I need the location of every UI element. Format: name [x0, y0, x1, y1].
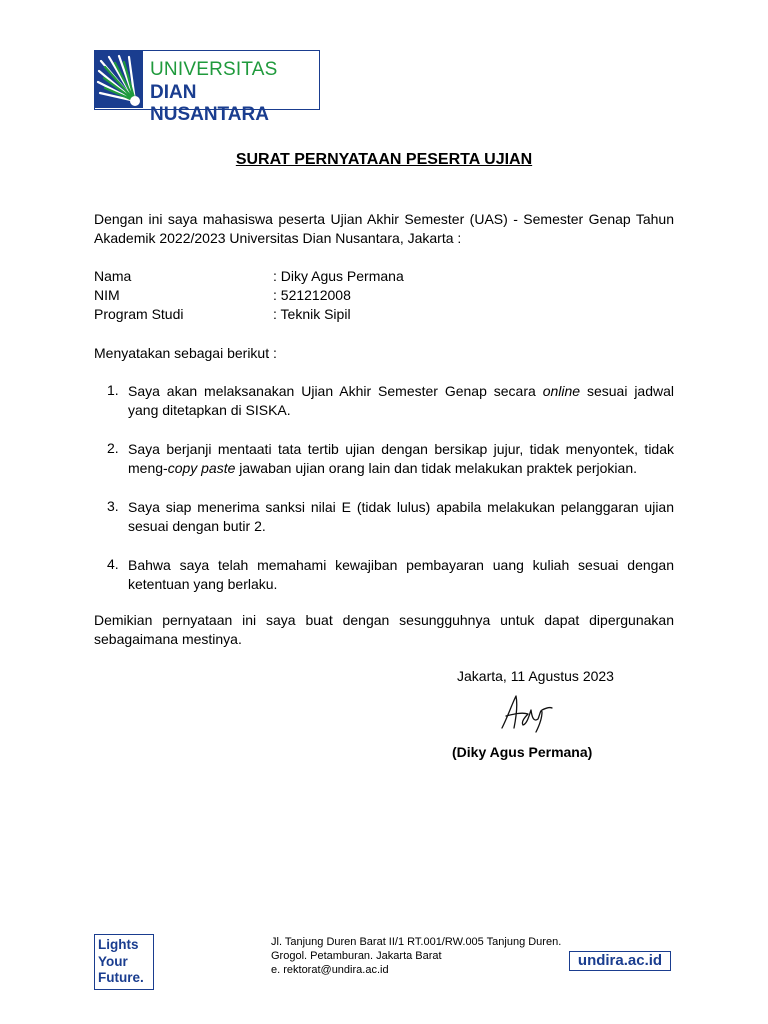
identity-label-nama: Nama	[94, 268, 132, 284]
logo-text-dian-nusantara: DIAN NUSANTARA	[150, 82, 269, 125]
identity-value-program-studi: : Teknik Sipil	[273, 306, 351, 322]
list-item-emphasis: copy paste	[167, 460, 236, 476]
identity-label-nim: NIM	[94, 287, 120, 303]
address-line: Grogol. Petamburan. Jakarta Barat	[271, 950, 442, 962]
document-title: SURAT PERNYATAAN PESERTA UJIAN	[235, 151, 533, 168]
logo-text-universitas: UNIVERSITAS	[150, 59, 278, 80]
signer-name: (Diky Agus Permana)	[452, 744, 593, 760]
email-line: e. rektorat@undira.ac.id	[271, 964, 389, 976]
list-item-text: Saya akan melaksanakan Ujian Akhir Semester Genap secara	[128, 383, 543, 399]
list-item-number: 4.	[107, 556, 119, 572]
list-item-text: Bahwa saya telah memahami kewajiban pembayaran uang kuliah sesuai dengan ketentuan yang berlaku.	[128, 557, 674, 592]
university-logo	[94, 50, 320, 125]
list-item	[128, 498, 674, 536]
tagline-line: Lights	[98, 937, 139, 952]
sunburst-logo-icon	[95, 51, 143, 108]
tagline-line: Future.	[98, 970, 144, 985]
website-badge: undira.ac.id	[569, 951, 671, 971]
address-line: Jl. Tanjung Duren Barat II/1 RT.001/RW.005 Tanjung Duren.	[271, 936, 562, 948]
list-item-number: 1.	[107, 382, 119, 398]
handwritten-signature	[494, 692, 556, 734]
tagline-line: Your	[98, 953, 128, 969]
list-item-text: Saya berjanji mentaati tata tertib ujian dengan bersikap jujur, tidak menyontek, tidak meng-	[128, 441, 674, 476]
place-date: Jakarta, 11 Agustus 2023	[457, 668, 614, 684]
list-item	[128, 556, 674, 594]
list-item-text: sesuai jadwal yang ditetapkan di SISKA.	[128, 383, 675, 418]
list-item-emphasis: online	[542, 383, 581, 399]
declaration-intro: Menyatakan sebagai berikut :	[94, 345, 277, 361]
intro-paragraph: Dengan ini saya mahasiswa peserta Ujian Akhir Semester (UAS) - Semester Genap Tahun Akademik 2022/2023 Universitas Dian Nusantara, Jakarta :	[94, 211, 674, 246]
list-item	[128, 382, 674, 420]
list-item	[128, 440, 674, 478]
identity-value-nama: : Diky Agus Permana	[273, 268, 404, 284]
list-item-number: 3.	[107, 498, 119, 514]
list-item-text: Saya siap menerima sanksi nilai E (tidak lulus) apabila melakukan pelanggaran ujian sesuai dengan butir 2.	[128, 499, 674, 534]
list-item-number: 2.	[107, 440, 119, 456]
identity-value-nim: : 521212008	[273, 287, 351, 303]
closing-paragraph: Demikian pernyataan ini saya buat dengan sesungguhnya untuk dapat dipergunakan sebagaimana mestinya.	[94, 612, 674, 647]
tagline-badge	[94, 934, 154, 990]
list-item-text: jawaban ujian orang lain dan tidak melakukan praktek perjokian.	[235, 460, 637, 476]
identity-label-program-studi: Program Studi	[94, 306, 184, 322]
